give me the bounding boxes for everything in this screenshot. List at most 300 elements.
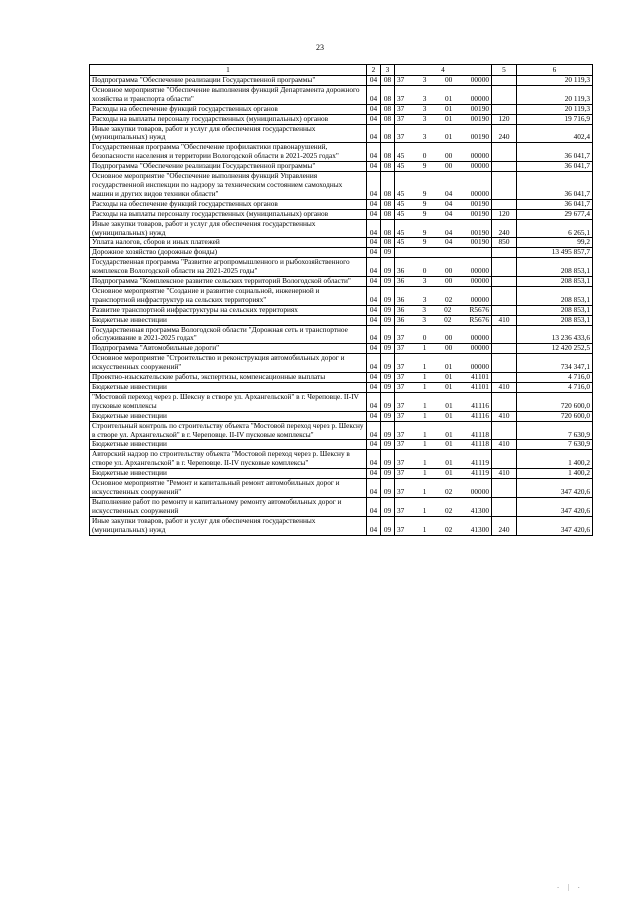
row-col5: [492, 286, 517, 305]
table-row: [90, 421, 593, 440]
row-amount: 347 420,6: [517, 479, 593, 498]
row-col5: 240: [492, 219, 517, 238]
row-col2: 04: [367, 411, 381, 421]
code-part: 37: [397, 75, 405, 84]
row-col2: 04: [367, 277, 381, 287]
code-part: 00: [444, 266, 453, 276]
code-part: 00: [444, 151, 453, 161]
row-name: Подпрограмма "Автомобильные дороги": [90, 344, 367, 354]
row-col5: 410: [492, 440, 517, 450]
row-amount: 7 630,9: [517, 440, 593, 450]
row-amount: 99,2: [517, 238, 593, 248]
table-row: [90, 325, 593, 344]
code-part: 41101: [470, 382, 489, 391]
code-part: 01: [445, 372, 453, 382]
code-part: 45: [397, 237, 405, 247]
row-col3: 08: [381, 143, 395, 162]
row-amount: 6 265,1: [517, 219, 593, 238]
code-part: 00000: [470, 151, 489, 161]
code-part: 1: [422, 439, 427, 449]
row-col4: [395, 104, 492, 114]
table-row: [90, 85, 593, 104]
code-part: 1: [422, 468, 427, 478]
code-part: 00190: [470, 113, 489, 123]
table-row: [90, 286, 593, 305]
column-header: 1: [90, 65, 367, 76]
row-col5: [492, 248, 517, 258]
code-part: 9: [422, 161, 427, 171]
code-part: 37: [397, 113, 405, 123]
code-part: 41101: [470, 372, 489, 382]
code-part: 37: [397, 372, 405, 382]
row-col3: 08: [381, 114, 395, 124]
row-col2: 04: [367, 325, 381, 344]
code-part: 01: [445, 439, 453, 449]
code-part: 37: [397, 400, 405, 410]
code-part: 01: [444, 103, 453, 113]
scan-mark: · ｜ ·: [556, 884, 582, 892]
row-col4: [395, 258, 492, 277]
row-col3: 09: [381, 479, 395, 498]
row-col3: 09: [381, 392, 395, 411]
code-part: 1: [422, 410, 427, 420]
row-col2: 04: [367, 373, 381, 383]
table-row: [90, 450, 593, 469]
row-name: Дорожное хозяйство (дорожные фонды): [90, 248, 367, 258]
code-part: 45: [397, 227, 405, 237]
row-col4: [395, 479, 492, 498]
row-col3: 09: [381, 354, 395, 373]
row-col3: 09: [381, 383, 395, 393]
row-col3: 09: [381, 497, 395, 516]
row-col5: [492, 421, 517, 440]
code-part: 00000: [470, 188, 489, 198]
row-col4: [395, 305, 492, 315]
code-part: 1: [422, 524, 427, 534]
row-col5: [492, 143, 517, 162]
code-part: 36: [397, 314, 405, 324]
row-name: Государственная программа Вологодской области "Дорожная сеть и транспортное обслуживание в 2021-2025 годах": [90, 325, 367, 344]
code-part: 36: [397, 304, 405, 314]
row-name: "Мостовой переход через р. Шексну в створе ул. Архангельской" в г. Череповце. II-IV пусковые комплексы: [90, 392, 367, 411]
column-header: 4: [395, 65, 492, 76]
row-col4: [395, 469, 492, 479]
row-name: Основное мероприятие "Обеспечение выполнения функций Департамента дорожного хозяйства и транспорта области": [90, 85, 367, 104]
code-part: 1: [422, 429, 427, 439]
row-col5: [492, 305, 517, 315]
code-part: 00: [444, 333, 453, 343]
row-amount: 29 677,4: [517, 209, 593, 219]
code-part: 45: [397, 151, 405, 161]
code-part: 37: [397, 343, 405, 353]
code-part: 9: [422, 237, 427, 247]
column-header: 6: [517, 65, 593, 76]
row-col5: [492, 76, 517, 86]
row-name: Подпрограмма "Комплексное развитие сельских территорий Вологодской области": [90, 277, 367, 287]
row-col3: 09: [381, 516, 395, 535]
code-part: 1: [422, 382, 427, 391]
row-amount: 13 495 857,7: [517, 248, 593, 258]
row-col2: 04: [367, 440, 381, 450]
table-header-row: [90, 65, 593, 76]
code-part: 45: [397, 188, 405, 198]
row-name: Бюджетные инвестиции: [90, 469, 367, 479]
table-row: [90, 315, 593, 325]
row-col4: [395, 238, 492, 248]
table-row: [90, 162, 593, 172]
column-header: 3: [381, 65, 395, 76]
row-name: Бюджетные инвестиции: [90, 383, 367, 393]
row-amount: 12 420 252,5: [517, 344, 593, 354]
table-row: [90, 76, 593, 86]
code-part: 3: [422, 304, 427, 314]
code-part: 1: [422, 343, 427, 353]
code-part: 00: [444, 75, 453, 84]
code-part: R5676: [469, 304, 489, 314]
row-col3: 08: [381, 172, 395, 200]
row-col3: 09: [381, 325, 395, 344]
row-col5: 410: [492, 315, 517, 325]
row-col3: 09: [381, 258, 395, 277]
budget-table: [89, 64, 593, 536]
code-part: 00: [444, 161, 453, 171]
code-part: R5676: [469, 314, 489, 324]
table-row: [90, 277, 593, 287]
row-col3: 09: [381, 421, 395, 440]
row-col5: 410: [492, 383, 517, 393]
table-row: [90, 248, 593, 258]
code-part: 37: [397, 468, 405, 478]
row-col3: 09: [381, 277, 395, 287]
page-number: 23: [316, 43, 324, 52]
code-part: 9: [422, 227, 427, 237]
code-part: 00190: [470, 132, 489, 142]
code-part: 37: [397, 103, 405, 113]
row-name: Бюджетные инвестиции: [90, 411, 367, 421]
row-col5: 120: [492, 114, 517, 124]
code-part: 00000: [470, 333, 489, 343]
row-amount: 13 236 433,6: [517, 325, 593, 344]
row-amount: 20 119,3: [517, 85, 593, 104]
row-col3: 09: [381, 411, 395, 421]
row-col4: [395, 248, 492, 258]
row-name: Подпрограмма "Обеспечение реализации Государственной программы": [90, 76, 367, 86]
row-col2: 04: [367, 199, 381, 209]
row-name: Иные закупки товаров, работ и услуг для обеспечения государственных (муниципальных) нужд: [90, 516, 367, 535]
row-amount: 720 600,0: [517, 392, 593, 411]
code-part: 37: [397, 486, 405, 496]
code-part: 01: [444, 93, 453, 103]
row-col5: 240: [492, 516, 517, 535]
code-part: 00000: [470, 75, 489, 84]
row-col4: [395, 124, 492, 143]
table-row: [90, 258, 593, 277]
row-amount: 4 716,0: [517, 383, 593, 393]
code-part: 04: [444, 198, 453, 208]
code-part: 41118: [471, 439, 489, 449]
row-col2: 04: [367, 344, 381, 354]
row-col3: 08: [381, 162, 395, 172]
column-header: 5: [492, 65, 517, 76]
row-name: Основное мероприятие "Создание и развитие социальной, инженерной и транспортной инфраструктур на сельских территориях": [90, 286, 367, 305]
code-part: 02: [444, 524, 453, 534]
row-amount: 402,4: [517, 124, 593, 143]
code-part: 3: [422, 103, 427, 113]
table-row: [90, 479, 593, 498]
code-part: 41116: [471, 410, 489, 420]
code-part: 3: [422, 314, 427, 324]
code-part: 02: [444, 314, 452, 324]
row-col5: [492, 104, 517, 114]
row-name: Государственная программа "Развитие агропромышленного и рыбохозяйственного комплексов Вологодской области на 2021-2025 годы": [90, 258, 367, 277]
row-col5: [492, 162, 517, 172]
row-col3: 08: [381, 219, 395, 238]
table-row: [90, 199, 593, 209]
row-col4: [395, 497, 492, 516]
code-part: 41116: [471, 400, 489, 410]
code-part: 3: [422, 294, 427, 304]
row-col4: [395, 172, 492, 200]
row-col2: 04: [367, 315, 381, 325]
row-col5: [492, 199, 517, 209]
row-name: Бюджетные инвестиции: [90, 315, 367, 325]
row-col2: 04: [367, 479, 381, 498]
row-name: Развитие транспортной инфраструктуры на сельских территориях: [90, 305, 367, 315]
row-col2: 04: [367, 392, 381, 411]
row-col2: 04: [367, 421, 381, 440]
row-amount: 1 400,2: [517, 450, 593, 469]
row-col3: 08: [381, 238, 395, 248]
column-header: 2: [367, 65, 381, 76]
row-col4: [395, 209, 492, 219]
code-part: 01: [444, 362, 453, 372]
table-row: [90, 238, 593, 248]
row-name: Основное мероприятие "Строительство и реконструкция автомобильных дорог и искусственных сооружений": [90, 354, 367, 373]
code-part: 00000: [470, 294, 489, 304]
row-amount: 1 400,2: [517, 469, 593, 479]
table-row: [90, 344, 593, 354]
code-part: 37: [397, 93, 405, 103]
row-name: Проектно-изыскательские работы, экспертизы, компенсационные выплаты: [90, 373, 367, 383]
row-amount: 208 853,1: [517, 258, 593, 277]
row-col3: 08: [381, 76, 395, 86]
table-row: [90, 411, 593, 421]
row-col5: 410: [492, 469, 517, 479]
row-col2: 04: [367, 143, 381, 162]
code-part: 04: [444, 237, 453, 247]
row-col2: 04: [367, 162, 381, 172]
row-col4: [395, 85, 492, 104]
table-row: [90, 516, 593, 535]
code-part: 3: [422, 113, 427, 123]
row-amount: 734 347,1: [517, 354, 593, 373]
table-row: [90, 392, 593, 411]
code-part: 0: [422, 333, 427, 343]
row-col5: [492, 277, 517, 287]
code-part: 3: [422, 75, 427, 84]
table-row: [90, 305, 593, 315]
row-col2: 04: [367, 114, 381, 124]
row-col4: [395, 344, 492, 354]
code-part: 00190: [470, 103, 489, 113]
code-part: 37: [397, 439, 405, 449]
code-part: 01: [445, 410, 453, 420]
row-name: Бюджетные инвестиции: [90, 440, 367, 450]
table-row: [90, 143, 593, 162]
row-col3: 09: [381, 248, 395, 258]
row-col5: [492, 325, 517, 344]
row-col2: 04: [367, 85, 381, 104]
code-part: 1: [422, 505, 427, 515]
row-col2: 04: [367, 450, 381, 469]
row-col2: 04: [367, 354, 381, 373]
row-amount: 720 600,0: [517, 411, 593, 421]
row-col3: 09: [381, 373, 395, 383]
code-part: 37: [397, 382, 405, 391]
row-col5: [492, 344, 517, 354]
row-col3: 09: [381, 440, 395, 450]
code-part: 00000: [470, 486, 489, 496]
row-col4: [395, 516, 492, 535]
code-part: 9: [422, 188, 427, 198]
row-amount: 7 630,9: [517, 421, 593, 440]
row-col3: 08: [381, 85, 395, 104]
code-part: 0: [422, 151, 427, 161]
row-col4: [395, 392, 492, 411]
row-col4: [395, 354, 492, 373]
row-name: Расходы на обеспечение функций государственных органов: [90, 199, 367, 209]
row-col5: [492, 258, 517, 277]
row-col3: 09: [381, 469, 395, 479]
row-col3: 08: [381, 199, 395, 209]
row-col2: 04: [367, 497, 381, 516]
code-part: 3: [422, 93, 427, 103]
table-row: [90, 114, 593, 124]
row-col4: [395, 76, 492, 86]
row-amount: 36 041,7: [517, 199, 593, 209]
row-col5: [492, 354, 517, 373]
code-part: 01: [445, 468, 453, 478]
row-col4: [395, 315, 492, 325]
row-col3: 09: [381, 450, 395, 469]
row-col4: [395, 277, 492, 287]
code-part: 04: [444, 227, 453, 237]
row-col2: 04: [367, 248, 381, 258]
row-col4: [395, 219, 492, 238]
row-col3: 09: [381, 344, 395, 354]
row-col5: 410: [492, 411, 517, 421]
row-col4: [395, 114, 492, 124]
code-part: 1: [422, 486, 427, 496]
row-col4: [395, 325, 492, 344]
row-col5: [492, 479, 517, 498]
code-part: 1: [422, 362, 427, 372]
row-col2: 04: [367, 383, 381, 393]
row-name: Основное мероприятие "Ремонт и капитальный ремонт автомобильных дорог и искусственных сооружений": [90, 479, 367, 498]
row-amount: 347 420,6: [517, 497, 593, 516]
code-part: 37: [397, 458, 405, 468]
row-col2: 04: [367, 516, 381, 535]
code-part: 00190: [470, 198, 489, 208]
row-name: Иные закупки товаров, работ и услуг для обеспечения государственных (муниципальных) нужд: [90, 124, 367, 143]
row-col3: 08: [381, 209, 395, 219]
code-part: 36: [397, 294, 405, 304]
code-part: 3: [422, 276, 427, 286]
row-amount: 4 716,0: [517, 373, 593, 383]
code-part: 00000: [470, 362, 489, 372]
row-col3: 08: [381, 124, 395, 143]
row-amount: 208 853,1: [517, 305, 593, 315]
code-part: 37: [397, 362, 405, 372]
row-col2: 04: [367, 124, 381, 143]
row-col4: [395, 199, 492, 209]
code-part: 00000: [470, 276, 489, 286]
code-part: 45: [397, 198, 405, 208]
code-part: 00: [444, 276, 453, 286]
code-part: 01: [444, 113, 453, 123]
table-row: [90, 373, 593, 383]
row-amount: 347 420,6: [517, 516, 593, 535]
code-part: 04: [444, 208, 453, 218]
table-row: [90, 383, 593, 393]
code-part: 0: [422, 266, 427, 276]
code-part: 02: [444, 505, 453, 515]
row-col3: 09: [381, 286, 395, 305]
row-name: Строительный контроль по строительству объекта "Мостовой переход через р. Шексну в створе ул. Архангельской" в г. Череповце. II-IV пусковые комплексы": [90, 421, 367, 440]
table-row: [90, 440, 593, 450]
code-part: 00000: [470, 343, 489, 353]
row-col2: 04: [367, 305, 381, 315]
table-row: [90, 354, 593, 373]
code-part: 41119: [471, 468, 489, 478]
code-part: 00190: [470, 237, 489, 247]
row-col4: [395, 286, 492, 305]
code-part: 00000: [470, 161, 489, 171]
row-amount: 20 119,3: [517, 104, 593, 114]
row-col5: 850: [492, 238, 517, 248]
row-name: Расходы на выплаты персоналу государственных (муниципальных) органов: [90, 114, 367, 124]
row-amount: 36 041,7: [517, 143, 593, 162]
code-part: 41300: [470, 505, 489, 515]
code-part: 04: [444, 188, 453, 198]
table-row: [90, 124, 593, 143]
table-row: [90, 497, 593, 516]
row-col5: [492, 497, 517, 516]
code-part: 1: [422, 400, 427, 410]
code-part: 02: [444, 294, 453, 304]
row-name: Выполнение работ по ремонту и капитальному ремонту автомобильных дорог и искусственных сооружений: [90, 497, 367, 516]
row-amount: 36 041,7: [517, 172, 593, 200]
row-amount: 19 716,9: [517, 114, 593, 124]
code-part: 37: [397, 333, 405, 343]
row-col4: [395, 162, 492, 172]
code-part: 37: [397, 132, 405, 142]
code-part: 01: [445, 400, 453, 410]
code-part: 00190: [470, 227, 489, 237]
table-row: [90, 209, 593, 219]
row-col2: 04: [367, 209, 381, 219]
code-part: 37: [397, 429, 405, 439]
code-part: 00000: [470, 266, 489, 276]
row-name: Иные закупки товаров, работ и услуг для обеспечения государственных (муниципальных) нужд: [90, 219, 367, 238]
row-col5: 240: [492, 124, 517, 143]
row-amount: 208 853,1: [517, 277, 593, 287]
code-part: 9: [422, 198, 427, 208]
code-part: 00: [444, 343, 453, 353]
row-name: Подпрограмма "Обеспечение реализации Государственной программы": [90, 162, 367, 172]
row-col5: [492, 450, 517, 469]
code-part: 37: [397, 505, 405, 515]
